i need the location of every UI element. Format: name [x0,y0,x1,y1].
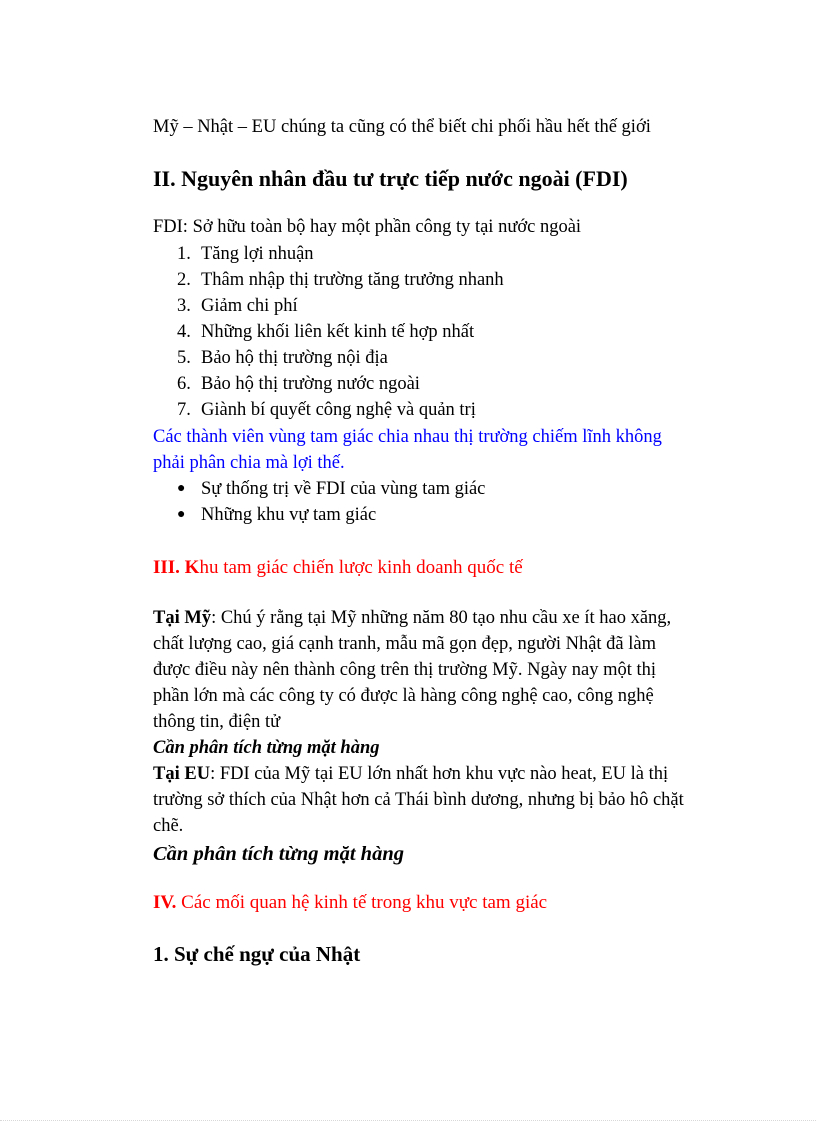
list-item-text: Tăng lợi nhuận [201,244,314,264]
eu-label: Tại EU [153,764,211,784]
bullet-icon: ● [177,507,186,522]
intro-line: Mỹ – Nhật – EU chúng ta cũng có thể biết chi phối hầu hết thế giới [153,117,651,137]
list-item-text: Thâm nhập thị trường tăng trưởng nhanh [201,270,504,290]
list-number: 3. [177,296,191,316]
list-item-text: Giành bí quyết công nghệ và quản trị [201,400,476,420]
list-item-text: Bảo hộ thị trường nội địa [201,348,388,368]
bullet-text: Những khu vự tam giác [201,505,377,525]
subsection-heading: 1. Sự chế ngự của Nhật [153,942,361,966]
list-number: 2. [177,270,191,290]
eu-text: : FDI của Mỹ tại EU lớn nhất hơn khu vực nào heat, EU là thị [210,764,669,784]
list-number: 1. [177,244,191,264]
list-item [177,371,420,397]
us-paragraph-line: thông tin, điện tử [153,712,281,732]
us-paragraph-line: chất lượng cao, giá cạnh tranh, mẫu mã gọn đẹp, người Nhật đã làm [153,634,656,654]
eu-paragraph-line: trường sở thích của Nhật hơn cả Thái bình dương, nhưng bị bảo hô chặt [153,790,684,810]
list-item-text: Những khối liên kết kinh tế hợp nhất [201,322,475,342]
us-label: Tại Mỹ [153,608,212,628]
bullet-item [177,476,485,502]
section-4-heading [153,890,547,916]
eu-paragraph-line [153,761,668,787]
us-paragraph-line: phần lớn mà các công ty có được là hàng công nghệ cao, công nghệ [153,686,654,706]
list-number: 5. [177,348,191,368]
us-text: : Chú ý rằng tại Mỹ những năm 80 tạo nhu cầu xe ít hao xăng, [211,608,672,628]
list-item [177,267,504,293]
list-item [177,345,388,371]
analysis-note-small: Cần phân tích từng mặt hàng [153,738,380,758]
fdi-definition: FDI: Sở hữu toàn bộ hay một phần công ty tại nước ngoài [153,217,582,237]
section-2-heading: II. Nguyên nhân đầu tư trực tiếp nước ngoài (FDI) [153,166,628,191]
section-3-heading-prefix: III. K [153,557,200,578]
list-item [177,397,476,423]
us-paragraph-line: được điều này nên thành công trên thị trường Mỹ. Ngày nay một thị [153,660,657,680]
section-4-heading-rest: Các mối quan hệ kinh tế trong khu vực tam giác [181,892,548,913]
blue-note-line-1: Các thành viên vùng tam giác chia nhau thị trường chiếm lĩnh không [153,427,662,447]
page-bottom-rule [0,1120,816,1121]
us-paragraph-line [153,605,671,631]
eu-paragraph-line: chẽ. [153,816,184,836]
section-3-heading-rest: hu tam giác chiến lược kinh doanh quốc tế [199,557,523,578]
bullet-icon: ● [177,481,186,496]
list-item-text: Giảm chi phí [201,296,298,316]
list-item [177,241,314,267]
list-item-text: Bảo hộ thị trường nước ngoài [201,374,420,394]
list-item [177,319,474,345]
bullet-item [177,502,376,528]
list-number: 4. [177,322,191,342]
blue-note-line-2: phải phân chia mà lợi thế. [153,453,345,473]
section-4-heading-prefix: IV. [153,892,182,913]
list-item [177,293,298,319]
list-number: 6. [177,374,191,394]
bullet-text: Sự thống trị về FDI của vùng tam giác [201,479,486,499]
section-3-heading [153,555,523,581]
list-number: 7. [177,400,191,420]
analysis-note-large: Cần phân tích từng mặt hàng [153,843,404,865]
